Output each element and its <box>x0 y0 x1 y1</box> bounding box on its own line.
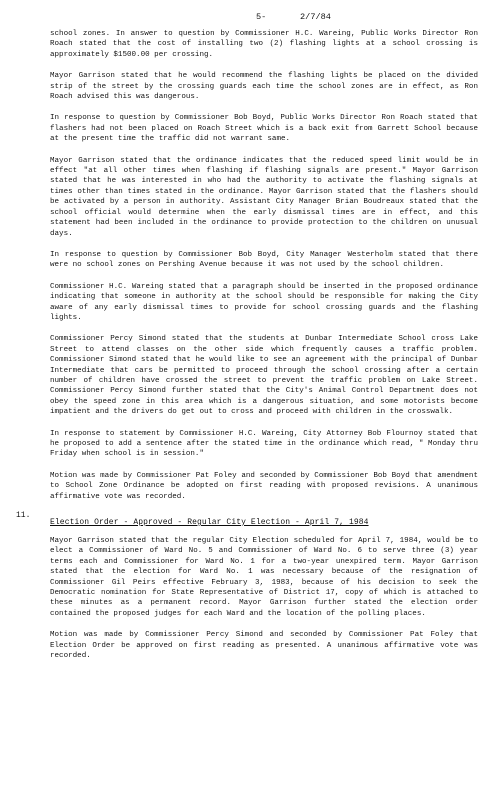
minutes-body <box>16 29 478 673</box>
paragraph-election-details: Mayor Garrison stated that the regular City Election scheduled for April 7, 1984, would be to elect a Commissioner of Ward No. 5 and Commissioner of Ward No. 6 to serve three (3) year terms each and Commissioner for Ward No. 1 for a two-year unexpired term. Mayor Garrison stated that the election for Ward No. 1 was necessary because of the resignation of Commissioner Gil Peirs effective February 3, 1983, because of his decision to seek the Democratic nomination for State Representative of District 17, copy of which is attached to these minutes as a permanent record. Mayor Garrison further stated the election order contained the proposed judges for each Ward and the location of the polling places. <box>50 537 478 618</box>
paragraph-roach-street: In response to question by Commissioner Bob Boyd, Public Works Director Ron Roach stated that flashers had not been placed on Roach Street which is a back exit from Garrett School because at the present time the traffic did not warrant same. <box>50 114 478 144</box>
agenda-item <box>16 511 478 529</box>
page-header <box>0 11 488 23</box>
paragraph-flasher-authority: Mayor Garrison stated that the ordinance indicates that the reduced speed limit would be in effect "at all other times when flashing if flashing signals are present." Mayor Garrison stated that he was interested in who had the authority to activate the flashing signals at times other than times stated in the ordinance. Mayor Garrison stated that the flashers should be activated by a person in authority. Assistant City Manager Brian Boudreaux stated that the school official would determine when the early dismissal times are in effect, and this statement had been included in the ordinance to provide protection to the children on unusual days. <box>50 156 478 238</box>
paragraph-city-attorney: In response to statement by Commissioner H.C. Wareing, City Attorney Bob Flournoy stated that he proposed to add a sentence after the stated time in the ordinance which read, " Monday thru Friday when school is in session." <box>50 429 478 459</box>
paragraph-early-dismissal: Commissioner H.C. Wareing stated that a paragraph should be inserted in the proposed ordinance indicating that someone in authority at the school should be responsible for making the City aware of any early dismissal times to provide for school crossing guards and the flashing lights. <box>50 282 478 322</box>
page-date: 2/7/84 <box>300 12 331 22</box>
paragraph-motion-school-zone: Motion was made by Commissioner Pat Foley and seconded by Commissioner Bob Boyd that amendment to School Zone Ordinance be adopted on first reading with proposed revisions. A unanimous affirmative vote was recorded. <box>50 471 478 501</box>
paragraph-school-zone-cost: school zones. In answer to question by Commissioner H.C. Wareing, Public Works Director Ron Roach stated that the cost of installing two (2) flashing lights at a school crossing is approximately $1500.00 per crossing. <box>50 30 478 59</box>
paragraph-pershing-avenue: In response to question by Commissioner Bob Boyd, City Manager Westerholm stated that there were no school zones on Pershing Avenue because it was not used by the school children. <box>50 250 478 270</box>
paragraph-motion-election: Motion was made by Commissioner Percy Simond and seconded by Commissioner Pat Foley that Election Order be approved on first reading as presented. A unanimous affirmative vote was recorded. <box>50 631 478 661</box>
paragraph-mayor-flashing-lights: Mayor Garrison stated that he would recommend the flashing lights be placed on the divided strip of the street by the crossing guards each time the school zones are in effect, as Ron Roach advised this was dangerous. <box>50 72 478 102</box>
agenda-item-number: 11. <box>16 511 31 521</box>
page-number: 5- <box>256 12 267 22</box>
agenda-item-title: Election Order - Approved - Regular City Election - April 7, 1984 <box>50 518 369 528</box>
paragraph-dunbar-intermediate: Commissioner Percy Simond stated that the students at Dunbar Intermediate School cross Lake Street to attend classes on the other side which frequently causes a traffic problem. Commissioner Simond stated that he would like to see an agreement with the principal of Dunbar Intermediate that cars be permitted to proceed through the school crossing after a certain number of children have crossed the street to prevent the traffic problem on Lake Street. Commissioner Percy Simond further stated that the City's Animal Control Department does not obey the speed zone in this area which is a dangerous situation, and some motorists become impatient and the drivers do get out to cross and proceed with children in the crosswalk. <box>50 335 478 417</box>
